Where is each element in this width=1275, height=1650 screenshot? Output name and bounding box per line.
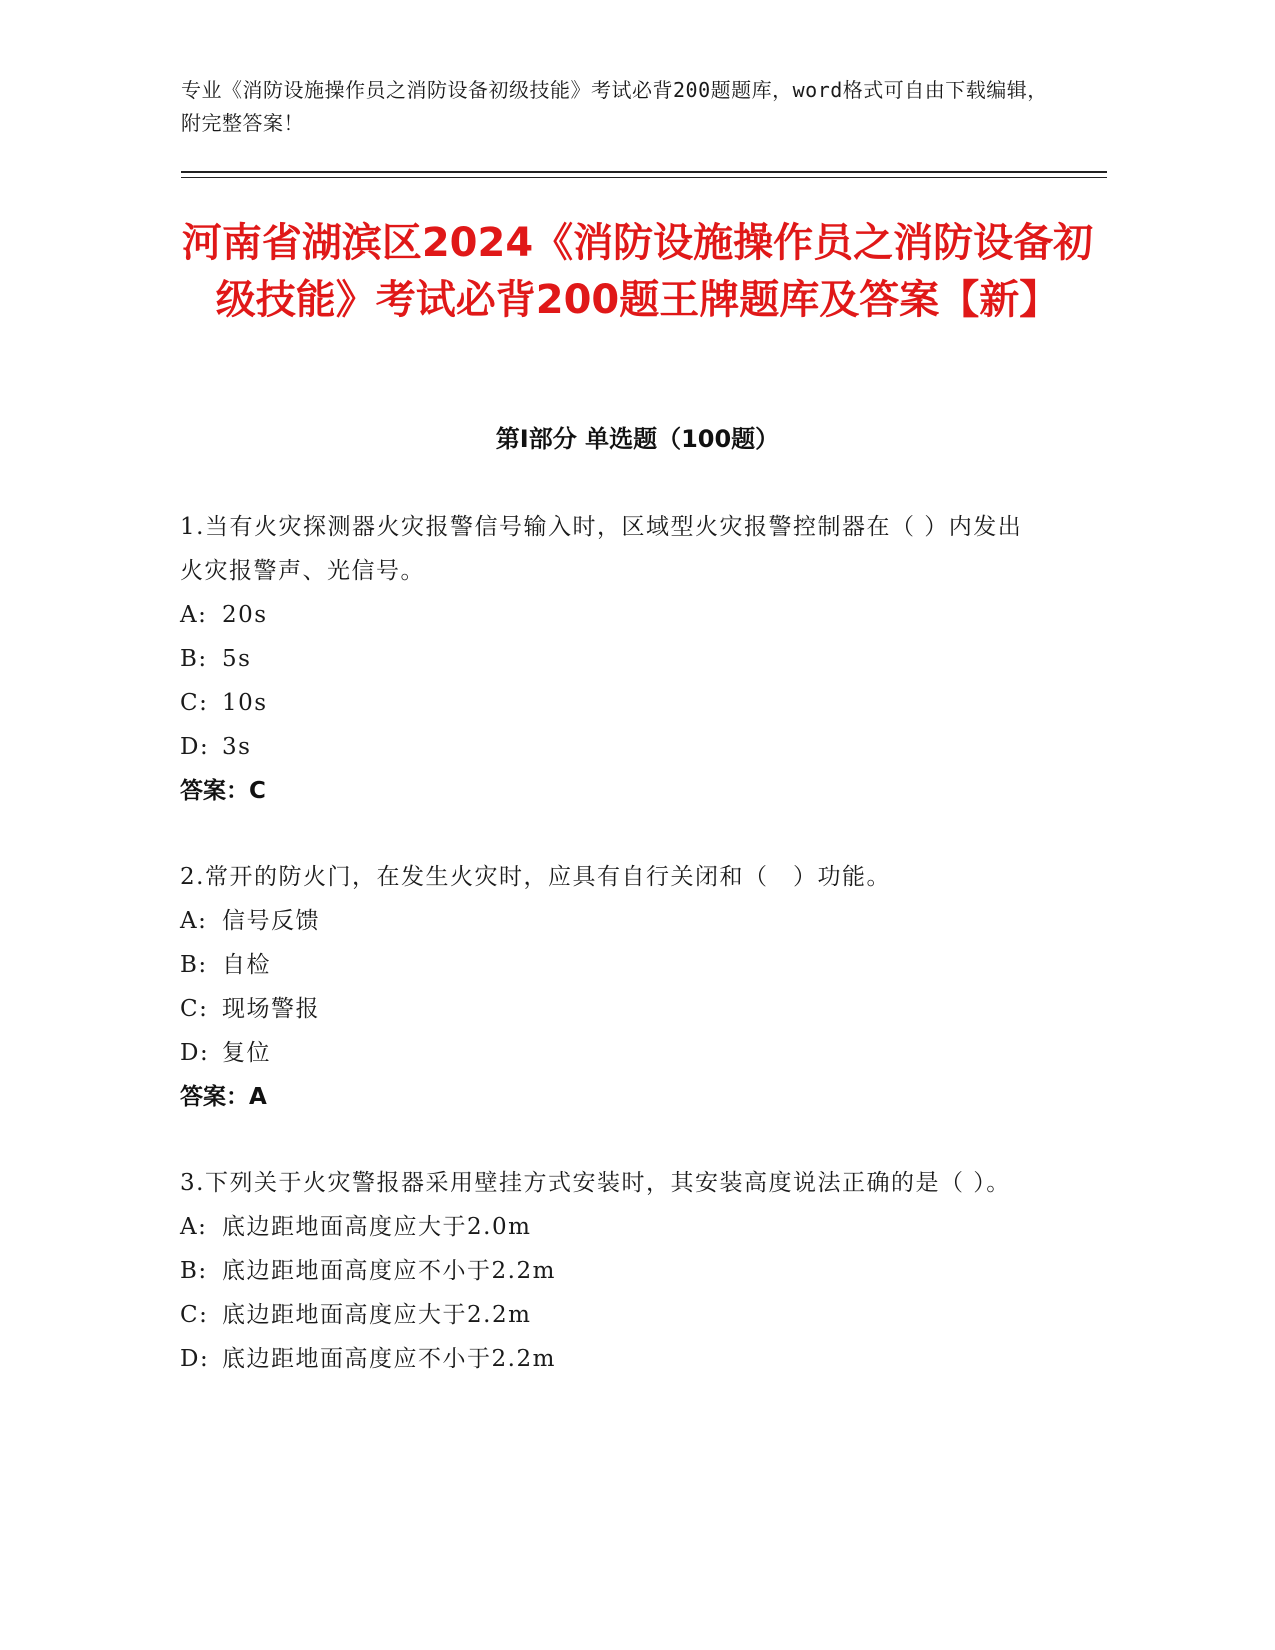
option-text: 3s	[222, 734, 252, 760]
option-letter: A:	[180, 602, 208, 628]
document-title: 河南省湖滨区2024《消防设施操作员之消防设备初级技能》考试必背200题王牌题库及答案【新】	[181, 220, 1094, 323]
option-letter: A:	[180, 908, 208, 934]
option-b	[180, 637, 1040, 681]
answer-line: 答案：C	[180, 778, 266, 804]
option-text: 信号反馈	[222, 908, 320, 934]
question-list	[180, 505, 1040, 1423]
option-letter: C:	[180, 690, 209, 716]
option-text: 复位	[222, 1040, 271, 1066]
question-stem: 2.常开的防火门，在发生火灾时，应具有自行关闭和（ ）功能。	[180, 864, 891, 890]
option-text: 底边距地面高度应大于2.2m	[222, 1302, 532, 1328]
question-3	[180, 1161, 1040, 1381]
question-2	[180, 855, 1040, 1119]
option-letter: C:	[180, 996, 209, 1022]
header-divider-thin	[181, 177, 1107, 178]
option-letter: A:	[180, 1214, 208, 1240]
option-text: 20s	[222, 602, 268, 628]
section-heading: 第I部分 单选题（100题）	[495, 425, 780, 453]
option-d	[180, 725, 1040, 769]
option-text: 现场警报	[222, 996, 320, 1022]
option-c	[180, 987, 1040, 1031]
header-divider-thick	[181, 171, 1107, 173]
option-c	[180, 1293, 1040, 1337]
option-d	[180, 1031, 1040, 1075]
option-letter: B:	[180, 952, 208, 978]
option-b	[180, 1249, 1040, 1293]
option-c	[180, 681, 1040, 725]
option-d	[180, 1337, 1040, 1381]
question-1	[180, 505, 1040, 813]
option-letter: B:	[180, 646, 208, 672]
option-letter: B:	[180, 1258, 208, 1284]
option-text: 底边距地面高度应大于2.0m	[222, 1214, 532, 1240]
option-text: 底边距地面高度应不小于2.2m	[222, 1258, 556, 1284]
option-text: 10s	[222, 690, 268, 716]
option-text: 自检	[222, 952, 271, 978]
option-letter: C:	[180, 1302, 209, 1328]
option-b	[180, 943, 1040, 987]
header-note: 专业《消防设施操作员之消防设备初级技能》考试必背200题题库，word格式可自由下载编辑，附完整答案！	[181, 78, 1048, 135]
option-letter: D:	[180, 1040, 210, 1066]
option-a	[180, 899, 1040, 943]
option-a	[180, 1205, 1040, 1249]
option-text: 底边距地面高度应不小于2.2m	[222, 1346, 556, 1372]
question-stem: 3.下列关于火灾警报器采用壁挂方式安装时，其安装高度说法正确的是（ ）。	[180, 1170, 1011, 1196]
option-letter: D:	[180, 734, 210, 760]
option-a	[180, 593, 1040, 637]
answer-line: 答案：A	[180, 1084, 267, 1110]
option-text: 5s	[222, 646, 252, 672]
question-stem: 1.当有火灾探测器火灾报警信号输入时，区域型火灾报警控制器在（ ）内发出火灾报警声、光信号。	[180, 514, 1023, 584]
option-letter: D:	[180, 1346, 210, 1372]
